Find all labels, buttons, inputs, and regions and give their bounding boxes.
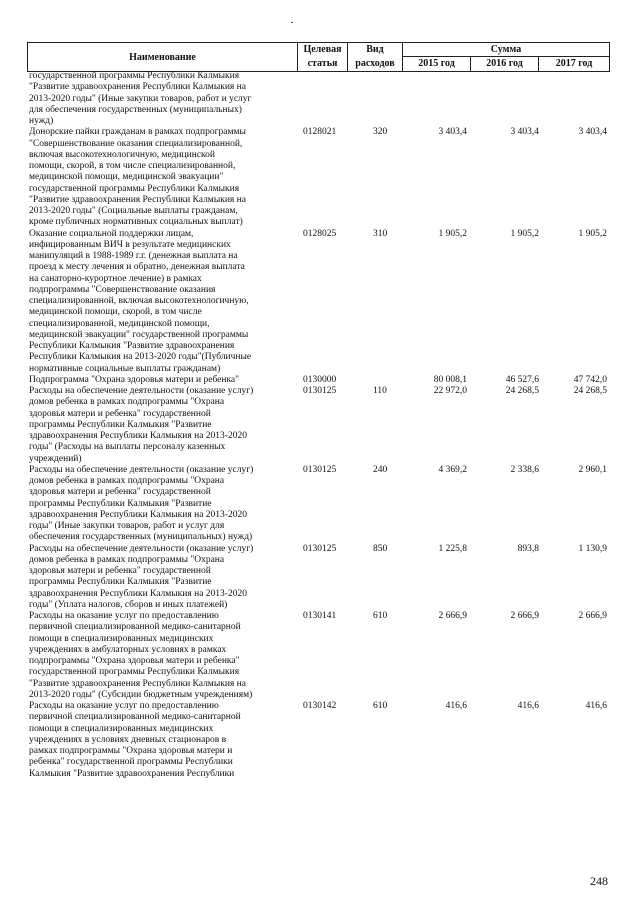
header-code-line1: Целевая — [298, 43, 348, 57]
row-vid: 610 — [373, 701, 388, 711]
row-name-line: государственной программы Республики Калмыкия — [29, 71, 240, 81]
row-2017: 3 403,4 — [578, 127, 607, 138]
table-row — [27, 701, 609, 780]
row-2016: 2 666,9 — [510, 611, 539, 621]
table-row — [27, 544, 609, 612]
row-name-line: первичной специализированной медико-санитарной — [29, 622, 241, 633]
row-name-line: подпрограммы "Совершенствование оказания — [29, 284, 216, 295]
row-name-line: помощи в специализированных медицинских — [29, 723, 214, 734]
row-2016: 1 905,2 — [510, 228, 539, 239]
row-2015: 80 008,1 — [433, 374, 467, 385]
row-name-line: Донорские пайки гражданам в рамках подпрограммы — [29, 127, 246, 138]
row-name-line: кроме публичных нормативных социальных выплат) — [29, 217, 243, 228]
row-2015: 22 972,0 — [433, 386, 467, 396]
row-name — [27, 544, 297, 612]
header-vid-line2: расходов — [348, 57, 403, 72]
row-vid: 110 — [373, 386, 387, 396]
row-code: 0130141 — [303, 611, 337, 621]
row-name-line: программы Республики Калмыкия "Развитие — [29, 498, 212, 509]
row-vid: 240 — [373, 464, 388, 475]
row-name — [27, 465, 297, 544]
row-code: 0130125 — [303, 464, 337, 475]
row-vid: 310 — [373, 228, 388, 239]
row-name-line: Расходы на оказание услуг по предоставлению — [29, 701, 219, 711]
row-name-line: нормативные социальные выплаты гражданам) — [29, 363, 221, 374]
row-2015: 1 905,2 — [438, 228, 467, 239]
header-vid-line1: Вид — [348, 43, 403, 57]
table-row — [27, 71, 609, 127]
row-name-line: Оказание социальной поддержки лицам, — [29, 228, 194, 239]
row-name-line: 2013-2020 годы" (Субсидии бюджетным учреждениям) — [29, 689, 253, 700]
row-code: 0130125 — [303, 543, 337, 554]
table-row — [27, 465, 609, 544]
row-name-line: специализированной, медицинской помощи, — [29, 318, 210, 329]
row-name-line: специализированной, включая высокотехнологичную, — [29, 296, 249, 306]
row-name-line: манипуляций в 1988-1989 г.г. (денежная выплата на — [29, 251, 238, 261]
row-2016: 893,8 — [517, 543, 539, 554]
row-2016: 24 268,5 — [505, 386, 539, 396]
row-2017: 47 742,0 — [573, 374, 607, 385]
table-row — [27, 611, 609, 701]
row-name-line: медицинской помощи, скорой, в том числе — [29, 307, 202, 318]
row-name — [27, 127, 297, 228]
row-name-line: Расходы на оказание услуг по предоставлению — [29, 611, 219, 621]
row-vid: 850 — [373, 543, 388, 554]
row-name-line: здравоохранения Республики Калмыкия на 2013-2020 — [29, 431, 247, 441]
row-name-line: "Совершенствование оказания специализированной, — [29, 138, 243, 149]
row-name-line: государственной программы Республики Калмыкия — [29, 183, 240, 194]
header-year-2017: 2017 год — [539, 57, 610, 72]
header-sum: Сумма — [403, 43, 610, 57]
row-name-line: Расходы на обеспечение деятельности (оказание услуг) — [29, 464, 254, 475]
row-name-line: медицинской помощи, медицинской эвакуации" — [29, 172, 224, 183]
row-name — [27, 701, 297, 780]
row-code: 0130000 — [303, 374, 337, 385]
row-name-line: годы" (Уплата налогов, сборов и иных платежей) — [29, 599, 228, 610]
row-name-line: нужд) — [29, 116, 54, 126]
scan-mark — [291, 22, 293, 23]
row-name-line: домов ребенка в рамках подпрограммы "Охрана — [29, 554, 225, 565]
row-name-line: годы" (Иные закупки товаров, работ и услуг для — [29, 521, 225, 531]
row-2016: 3 403,4 — [510, 127, 539, 138]
row-name-line: 2013-2020 годы" (Социальные выплаты гражданам, — [29, 206, 238, 216]
row-name-line: здоровья матери и ребенка" государственной — [29, 566, 211, 576]
row-name-line: Расходы на обеспечение деятельности (оказание услуг) — [29, 543, 254, 554]
row-name-line: здравоохранения Республики Калмыкия на 2013-2020 — [29, 588, 247, 599]
row-name-line: программы Республики Калмыкия "Развитие — [29, 419, 212, 430]
row-name — [27, 386, 297, 465]
header-name: Наименование — [28, 43, 298, 72]
row-name-line: первичной специализированной медико-санитарной — [29, 712, 241, 723]
row-name-line: обеспечения государственных (муниципальных) нужд) — [29, 532, 253, 543]
row-2015: 1 225,8 — [438, 543, 467, 554]
row-name-line: учреждениях в условиях дневных стационаров в — [29, 734, 227, 745]
row-name-line: на санаторно-курортное лечение) в рамках — [29, 273, 202, 284]
header-code-line2: статья — [298, 57, 348, 72]
row-vid: 320 — [373, 127, 388, 138]
row-2016: 2 338,6 — [510, 464, 539, 475]
table-header — [27, 42, 609, 71]
row-name-line: домов ребенка в рамках подпрограммы "Охрана — [29, 397, 225, 408]
row-2017: 24 268,5 — [573, 386, 607, 396]
row-name-line: медицинской эвакуации" государственной программы — [29, 329, 249, 340]
row-name-line: Подпрограмма "Охрана здоровья матери и ребенка" — [29, 374, 240, 385]
row-name-line: для обеспечения государственных (муниципальных) — [29, 104, 242, 115]
row-name-line: программы Республики Калмыкия "Развитие — [29, 577, 212, 588]
row-code: 0130125 — [303, 386, 337, 396]
row-2015: 2 666,9 — [438, 611, 467, 621]
row-name-line: "Развитие здравоохранения Республики Калмыкия на — [29, 194, 246, 205]
row-2015: 416,6 — [445, 701, 467, 711]
row-name-line: помощи в специализированных медицинских — [29, 633, 214, 644]
row-2015: 3 403,4 — [438, 127, 467, 138]
row-name — [27, 375, 297, 386]
row-name — [27, 229, 297, 375]
row-name-line: учреждениях в амбулаторных условиях в рамках — [29, 644, 227, 655]
row-2016: 46 527,6 — [505, 374, 539, 385]
header-year-2016: 2016 год — [471, 57, 539, 72]
row-2017: 1 130,9 — [578, 543, 607, 554]
row-code: 0128025 — [303, 228, 337, 239]
row-name-line: проезд к месту лечения и обратно, денежная выплата — [29, 262, 245, 273]
row-name-line: Республики Калмыкия на 2013-2020 годы"(Публичные — [29, 352, 252, 363]
row-name-line: государственной программы Республики Калмыкия — [29, 667, 240, 678]
row-name-line: включая высокотехнологичную, медицинской — [29, 149, 215, 160]
row-2017: 416,6 — [585, 701, 607, 711]
row-name-line: здоровья матери и ребенка" государственной — [29, 408, 211, 419]
row-name — [27, 611, 297, 701]
row-name-line: рамках подпрограммы "Охрана здоровья матери и — [29, 746, 233, 756]
table-body — [27, 71, 609, 780]
row-name-line: учреждений) — [29, 453, 82, 464]
row-name-line: Расходы на обеспечение деятельности (оказание услуг) — [29, 386, 254, 396]
row-name-line: домов ребенка в рамках подпрограммы "Охрана — [29, 476, 225, 486]
row-name-line: ребенка" государственной программы Республики — [29, 757, 233, 768]
row-name-line: Калмыкия "Развитие здравоохранения Республики — [29, 768, 235, 779]
row-name-line: здоровья матери и ребенка" государственной — [29, 487, 211, 498]
row-2017: 2 960,1 — [578, 464, 607, 475]
header-year-2015: 2015 год — [403, 57, 471, 72]
page-number: 248 — [590, 874, 608, 888]
row-name-line: годы" (Расходы на выплаты персоналу казенных — [29, 442, 226, 453]
row-name-line: помощи, скорой, в том числе специализированной, — [29, 161, 236, 171]
row-vid: 610 — [373, 611, 388, 621]
row-name-line: подпрограммы "Охрана здоровья матери и ребенка" — [29, 656, 240, 666]
row-2016: 416,6 — [517, 701, 539, 711]
row-name-line: "Развитие здравоохранения Республики Калмыкия на — [29, 678, 246, 689]
row-2017: 2 666,9 — [578, 611, 607, 621]
row-name-line: 2013-2020 годы" (Иные закупки товаров, работ и услуг — [29, 93, 252, 104]
row-name-line: инфицированным ВИЧ в результате медицинских — [29, 239, 231, 250]
row-code: 0130142 — [303, 701, 337, 711]
row-2017: 1 905,2 — [578, 228, 607, 239]
row-name-line: Республики Калмыкия "Развитие здравоохранения — [29, 341, 235, 351]
row-name-line: здравоохранения Республики Калмыкия на 2013-2020 — [29, 509, 247, 520]
table-row — [27, 229, 609, 375]
row-name-line: "Развитие здравоохранения Республики Калмыкия на — [29, 82, 246, 93]
table-row — [27, 127, 609, 228]
row-2015: 4 369,2 — [438, 464, 467, 475]
row-name — [27, 71, 297, 127]
table-row — [27, 375, 609, 386]
row-code: 0128021 — [303, 127, 337, 138]
table-row — [27, 386, 609, 465]
